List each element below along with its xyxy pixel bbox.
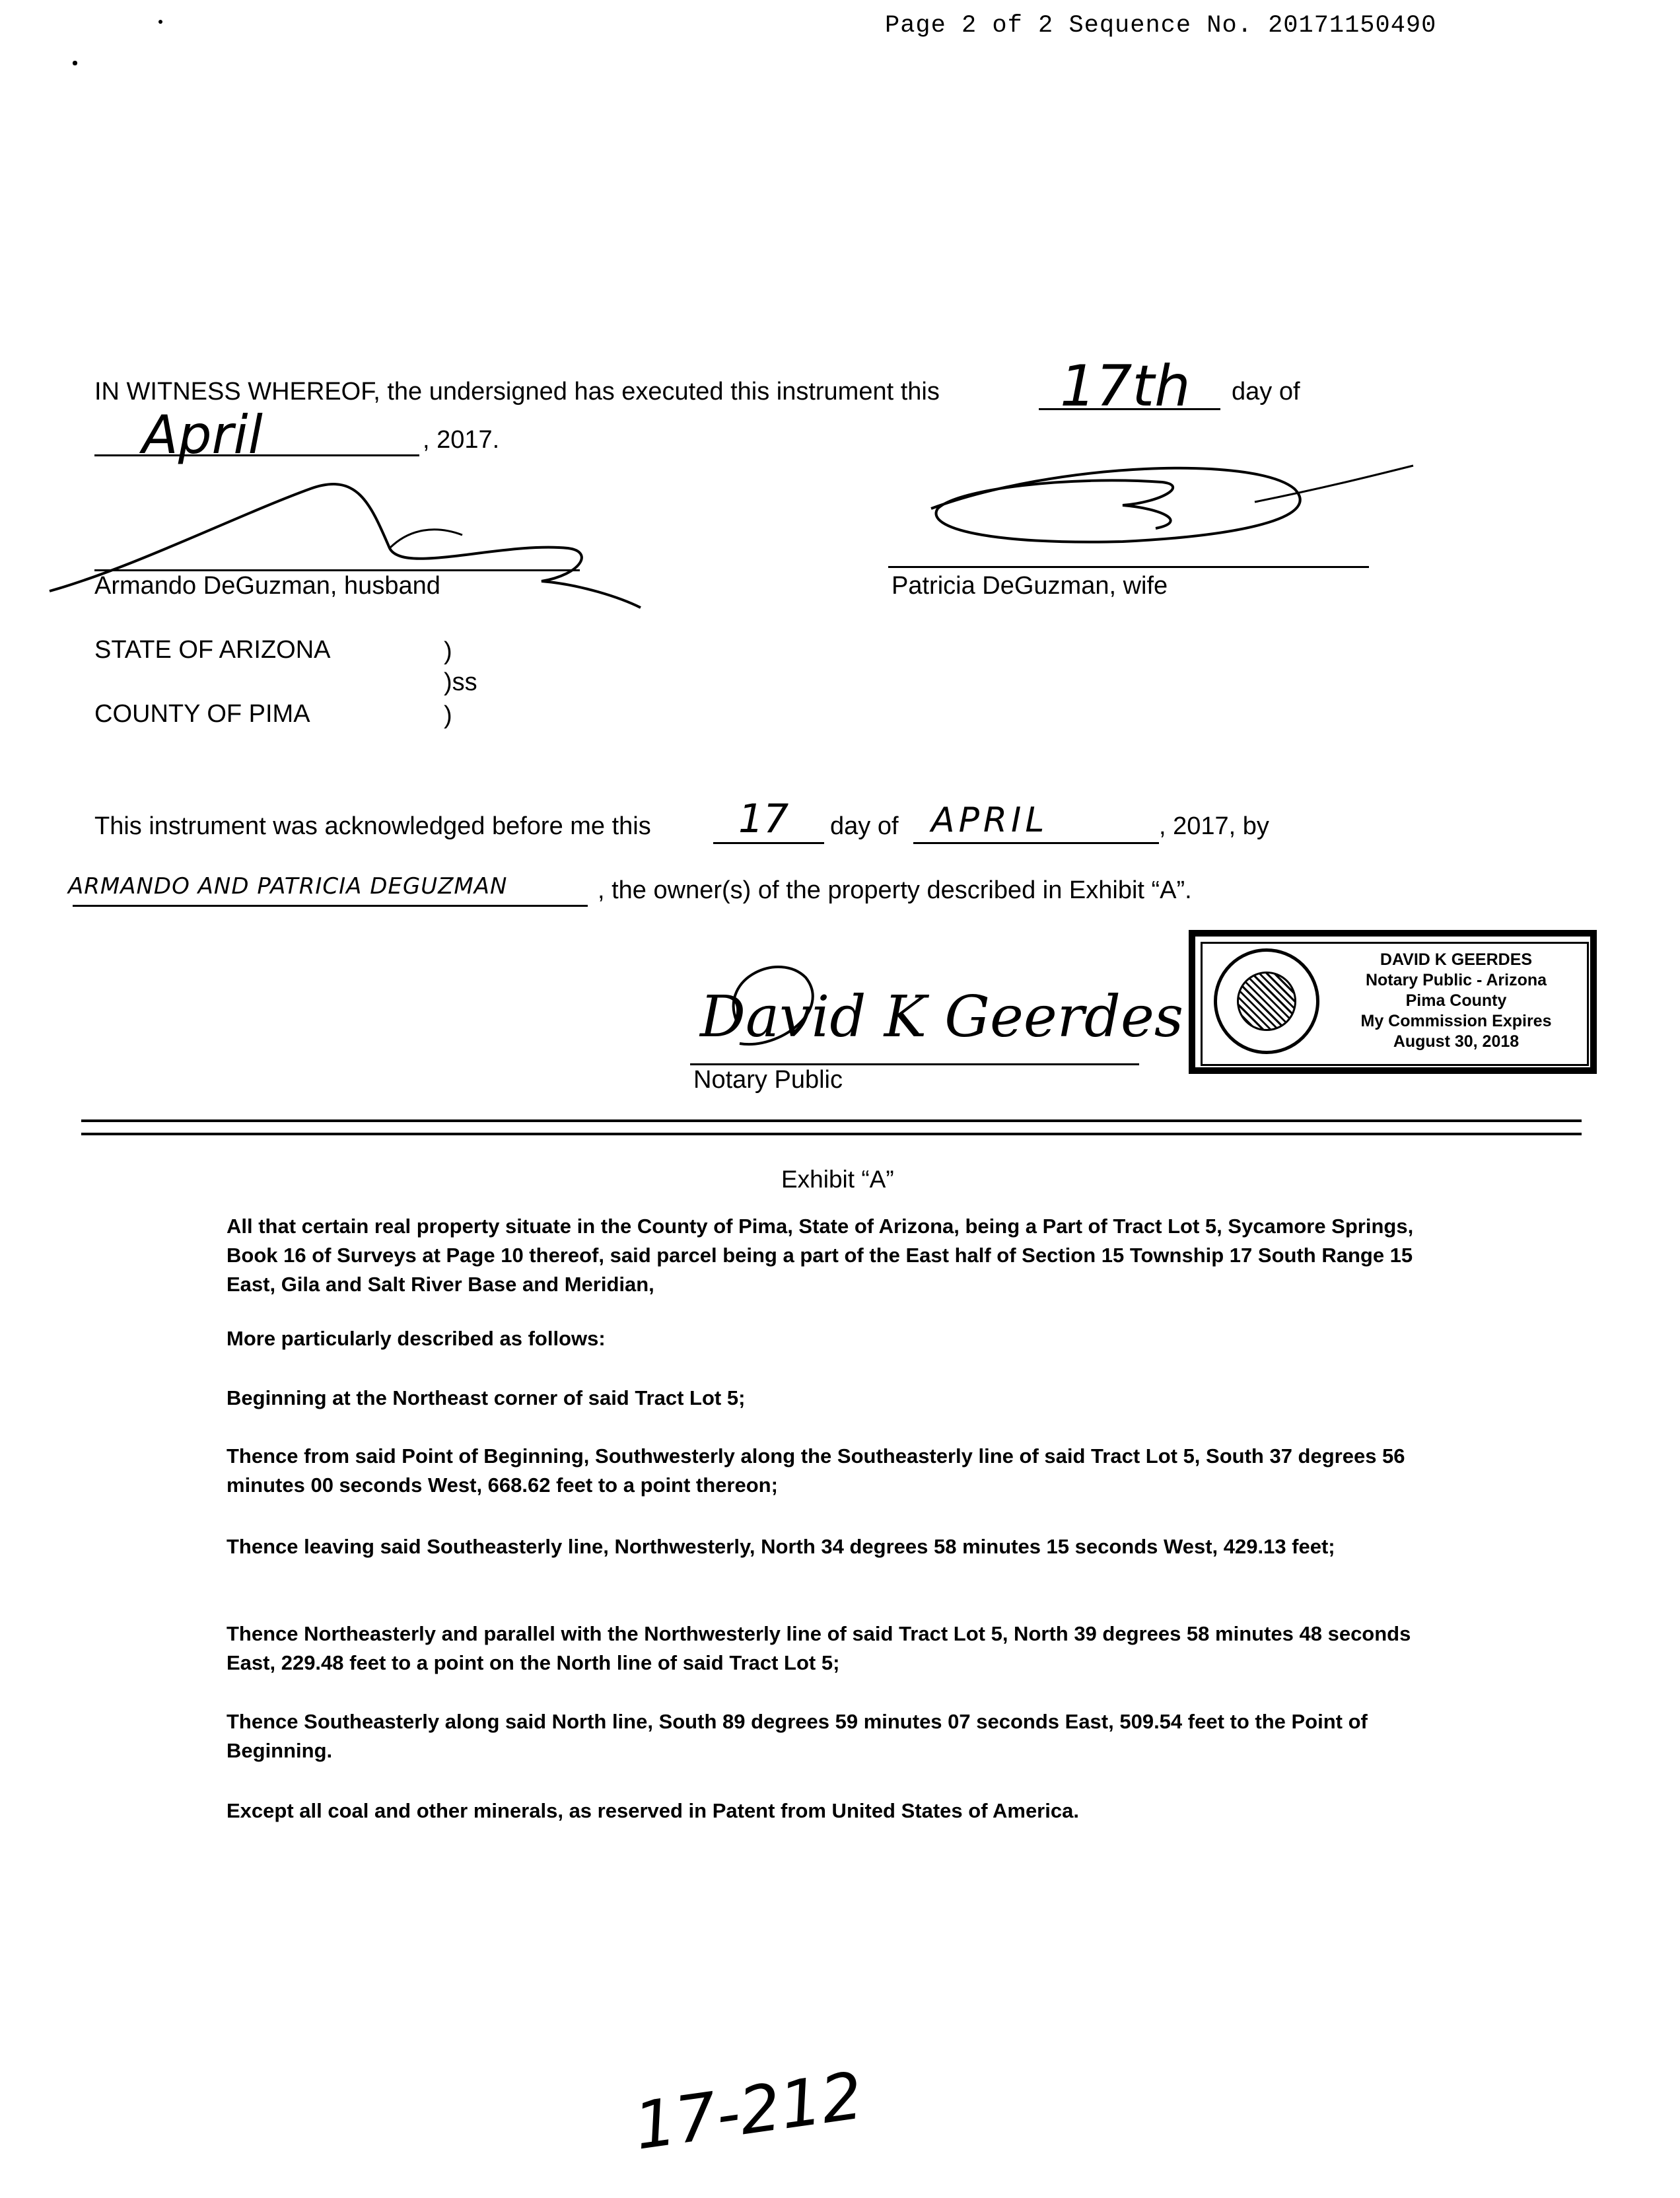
ack-day-blank (713, 842, 824, 844)
exhibit-paragraph: All that certain real property situate in the County of Pima, State of Arizona, being a Part of Tract Lot 5, Sycamore Springs, Book 16 of Surveys at Page 10 thereof, said parcel being a part of the East half of Section 15 Township 17 South Range 15 East, Gila and Salt River Base and Meridian, (227, 1215, 1414, 1296)
exhibit-paragraph: Except all coal and other minerals, as reserved in Patent from United States of America. (227, 1799, 1079, 1822)
venue-paren-top: ) (444, 637, 452, 665)
ack-text-3: , 2017, by (1159, 812, 1269, 840)
seal-name: DAVID K GEERDES (1380, 950, 1533, 969)
exhibit-paragraph: Thence Southeasterly along said North line, South 89 degrees 59 minutes 07 seconds East, 509.54 feet to the Point of Beginning. (227, 1710, 1368, 1762)
notary-label: Notary Public (693, 1066, 843, 1094)
seal-expires: August 30, 2018 (1393, 1032, 1520, 1051)
ack-names-handwritten: ARMANDO AND PATRICIA DEGUZMAN (68, 873, 508, 900)
witness-day-of: day of (1232, 378, 1300, 406)
exhibit-paragraph: Thence leaving said Southeasterly line, Northwesterly, North 34 degrees 58 minutes 15 seconds West, 429.13 feet; (227, 1535, 1335, 1558)
scan-speck (158, 20, 162, 24)
page-sequence-header: Page 2 of 2 Sequence No. 20171150490 (885, 12, 1437, 40)
venue-ss: )ss (444, 668, 477, 696)
exhibit-paragraph: More particularly described as follows: (227, 1327, 606, 1350)
venue-county: COUNTY OF PIMA (94, 700, 310, 728)
seal-county: Pima County (1405, 991, 1507, 1010)
ack-text-2: day of (830, 812, 899, 840)
witness-month-handwritten: April (142, 404, 263, 466)
witness-year: , 2017. (423, 426, 500, 454)
ack-names-blank (73, 905, 588, 907)
witness-day-handwritten: 17th (1060, 353, 1191, 419)
wife-label: Patricia DeGuzman, wife (892, 572, 1168, 600)
ack-text-4: , the owner(s) of the property described in Exhibit “A”. (598, 876, 1192, 904)
witness-text: IN WITNESS WHEREOF, the undersigned has executed this instrument this (94, 378, 940, 406)
state-seal-emblem (1214, 948, 1319, 1054)
wife-signature-line (888, 566, 1369, 568)
footer-handwritten-number: 17-212 (629, 2058, 868, 2165)
wife-signature-scribble (931, 468, 1300, 542)
seal-text-block (1327, 950, 1585, 1052)
notary-signature-line (690, 1063, 1139, 1065)
exhibit-paragraph: Thence from said Point of Beginning, Southwesterly along the Southeasterly line of said Tract Lot 5, South 37 degrees 56 minutes 00 seconds West, 668.62 feet to a point thereon; (227, 1444, 1405, 1497)
exhibit-title: Exhibit “A” (781, 1166, 894, 1193)
ack-text-1: This instrument was acknowledged before me this (94, 812, 651, 840)
separator-rule-top (81, 1119, 1582, 1122)
venue-state: STATE OF ARIZONA (94, 636, 331, 664)
seal-commission: My Commission Expires (1360, 1012, 1552, 1030)
ack-month-handwritten: APRIL (931, 800, 1049, 840)
notary-signature: David K Geerdes (700, 984, 1183, 1050)
ack-day-handwritten: 17 (738, 796, 789, 842)
husband-signature-line (94, 569, 580, 571)
separator-rule-bottom (81, 1133, 1582, 1135)
venue-paren-bottom: ) (444, 701, 452, 729)
seal-title: Notary Public - Arizona (1365, 971, 1547, 989)
notary-seal (1189, 930, 1597, 1074)
exhibit-paragraph: Thence Northeasterly and parallel with the Northwesterly line of said Tract Lot 5, North 39 degrees 58 minutes 48 seconds East, 229.48 feet to a point on the North line of said Tract Lot 5; (227, 1622, 1411, 1674)
scan-speck (73, 61, 77, 65)
ack-month-blank (913, 842, 1159, 844)
exhibit-paragraph: Beginning at the Northeast corner of said Tract Lot 5; (227, 1386, 746, 1409)
husband-label: Armando DeGuzman, husband (94, 572, 440, 600)
